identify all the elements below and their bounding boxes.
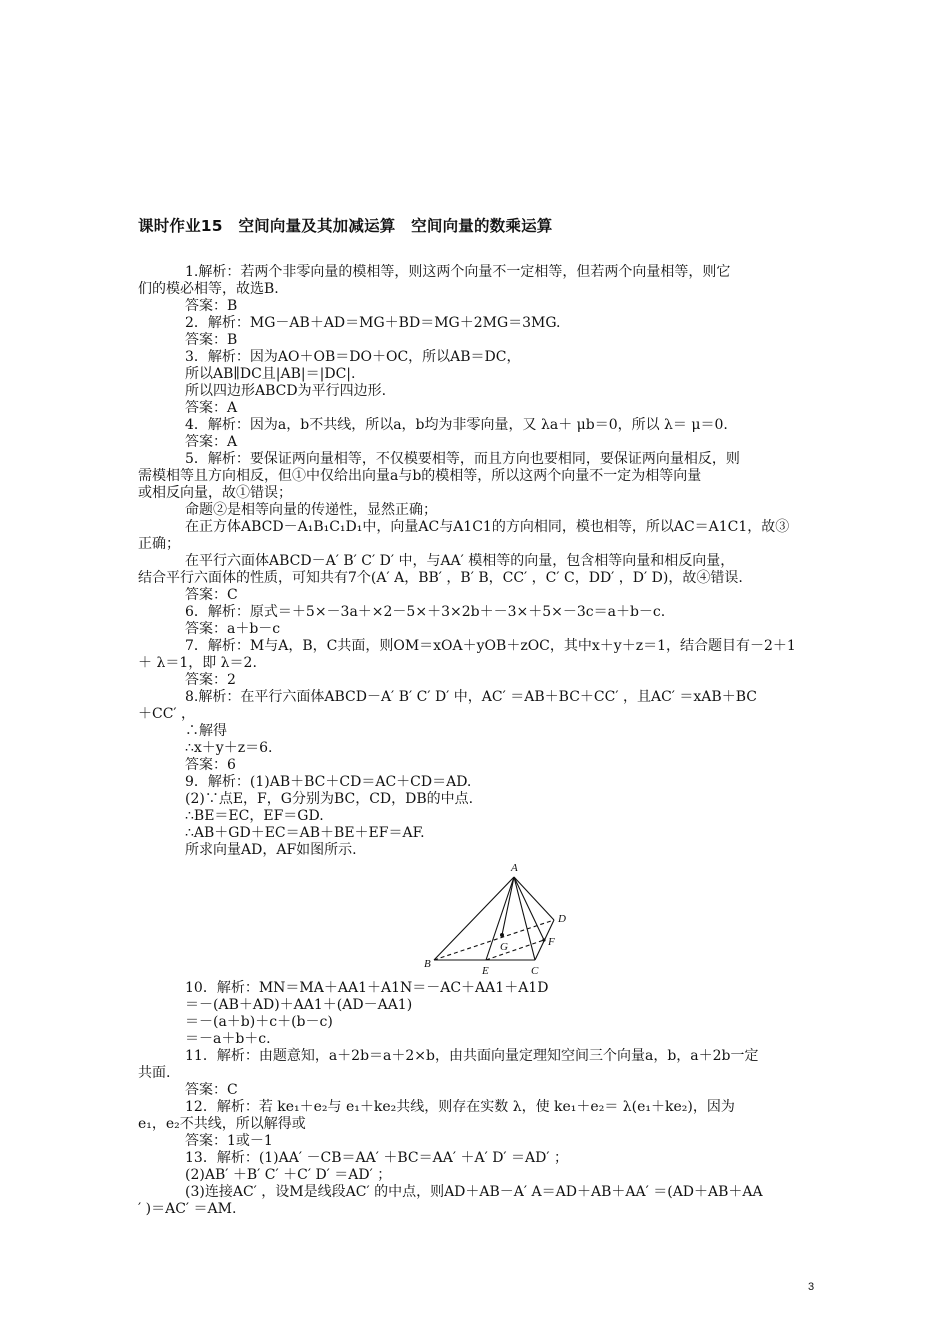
text-line: ＝－(AB＋AD)＋AA1＋(AD－AA1) [185, 997, 413, 1013]
edge-ac [514, 877, 535, 960]
text-line: 6．解析：原式＝＋5×－3a＋×2－5×＋3×2b＋－3×＋5×－3c＝a＋b－c. [185, 604, 666, 620]
label-c: C [531, 965, 539, 977]
label-e: E [482, 965, 489, 977]
text-line: 所以四边形ABCD为平行四边形. [185, 383, 387, 399]
text-line: ＝－(a＋b)＋c＋(b－c) [185, 1014, 333, 1030]
edge-ef [486, 940, 544, 960]
text-line: 答案：B [185, 298, 238, 314]
text-line: 答案：2 [185, 672, 236, 688]
label-b: B [424, 958, 431, 970]
text-line: 答案：A [185, 400, 238, 416]
text-line: 结合平行六面体的性质，可知共有7个(A′ A，BB′ ，B′ B，CC′ ，C′ C，DD′ ，D′ D)，故④错误. [138, 570, 743, 586]
point-g [500, 933, 504, 937]
text-line: 9．解析：(1)AB＋BC＋CD＝AC＋CD＝AD. [185, 774, 472, 790]
label-a: A [511, 862, 518, 874]
text-line: ＋CC′ ， [138, 706, 196, 722]
text-line: 3．解析：因为AO＋OB＝DO＋OC，所以AB＝DC， [185, 349, 521, 365]
text-line: 答案：C [185, 587, 238, 603]
text-line: 正确； [138, 536, 180, 552]
text-line: 7．解析：M与A，B，C共面，则OM＝xOA＋yOB＋zOC，其中x＋y＋z＝1，结合题目有－2＋1 [185, 638, 796, 654]
text-line: ∴BE＝EC，EF＝GD. [185, 808, 324, 824]
text-line: 答案：6 [185, 757, 236, 773]
text-line: 或相反向量，故①错误； [138, 485, 292, 501]
label-d: D [558, 913, 566, 925]
text-line: 在平行六面体ABCD－A′ B′ C′ D′ 中，与AA′ 模相等的向量，包含相等向量和相反向量， [185, 553, 735, 569]
text-line: (2)∵点E，F，G分别为BC，CD，DB的中点. [185, 791, 474, 807]
text-line: 所求向量AD，AF如图所示. [185, 842, 357, 858]
text-line: 答案：C [185, 1082, 238, 1098]
text-line: 们的模必相等，故选B. [138, 281, 279, 297]
edge-af [514, 877, 544, 940]
text-line: ∴AB＋GD＋EC＝AB＋BE＋EF＝AF. [185, 825, 425, 841]
text-line: ＋ λ＝1，即 λ＝2. [138, 655, 257, 671]
text-line: ∴解得 [185, 723, 227, 739]
page-number: 3 [808, 1281, 815, 1293]
text-line: 所以AB∥DC且|AB|＝|DC|. [185, 366, 356, 382]
text-line: 11．解析：由题意知，a＋2b＝a＋2×b，由共面向量定理知空间三个向量a，b，a＋2b一定 [185, 1048, 759, 1064]
text-line: 10．解析：MN＝MA＋AA1＋A1N＝－AC＋AA1＋A1D [185, 980, 549, 996]
text-line: 1.解析：若两个非零向量的模相等，则这两个向量不一定相等，但若两个向量相等，则它 [185, 264, 731, 280]
page-title: 课时作业15 空间向量及其加减运算 空间向量的数乘运算 [138, 217, 553, 235]
text-line: 共面. [138, 1065, 171, 1081]
edge-bd [434, 920, 554, 960]
text-line: (3)连接AC′ ，设M是线段AC′ 的中点，则AD＋AB－A′ A＝AD＋AB＋AA′ ＝(AD＋AB＋AA [185, 1184, 763, 1200]
text-line: 5．解析：要保证两向量相等，不仅模要相等，而且方向也要相同，要保证两向量相反，则 [185, 451, 740, 467]
label-f: F [548, 936, 555, 948]
text-line: 答案：a＋b－c [185, 621, 281, 637]
point-f [542, 938, 545, 941]
text-line: ＝－a＋b＋c. [185, 1031, 271, 1047]
text-line: 需模相等且方向相反，但①中仅给出向量a与b的模相等，所以这两个向量不一定为相等向量 [138, 468, 702, 484]
text-line: 命题②是相等向量的传递性，显然正确； [185, 502, 437, 518]
text-line: (2)AB′ ＋B′ C′ ＋C′ D′ ＝AD′ ； [185, 1167, 392, 1183]
text-line: 13．解析：(1)AA′ －CB＝AA′ ＋BC＝AA′ ＋A′ D′ ＝AD′ ； [185, 1150, 569, 1166]
text-line: ′ )＝AC′ ＝AM. [138, 1201, 237, 1217]
text-line: e₁，e₂不共线，所以解得或 [138, 1116, 306, 1132]
text-line: 答案：A [185, 434, 238, 450]
text-line: 2．解析：MG－AB＋AD＝MG＋BD＝MG＋2MG＝3MG. [185, 315, 561, 331]
text-line: 4．解析：因为a，b不共线，所以a，b均为非零向量，又 λa＋ μb＝0，所以 λ＝ μ＝0. [185, 417, 728, 433]
text-line: ∴x＋y＋z＝6. [185, 740, 273, 756]
text-line: 在正方体ABCD－A₁B₁C₁D₁中，向量AC与A1C1的方向相同，模也相等，所以AC＝A1C1，故③ [185, 519, 790, 535]
text-line: 答案：1或－1 [185, 1133, 273, 1149]
text-line: 12．解析：若 ke₁＋e₂与 e₁＋ke₂共线，则存在实数 λ，使 ke₁＋e₂＝ λ(e₁＋ke₂)，因为 [185, 1099, 735, 1115]
text-line: 答案：B [185, 332, 238, 348]
pyramid-figure [420, 857, 580, 977]
text-line: 8.解析：在平行六面体ABCD－A′ B′ C′ D′ 中，AC′ ＝AB＋BC＋CC′ ，且AC′ ＝xAB＋BC [185, 689, 757, 705]
label-g: G [500, 941, 508, 953]
